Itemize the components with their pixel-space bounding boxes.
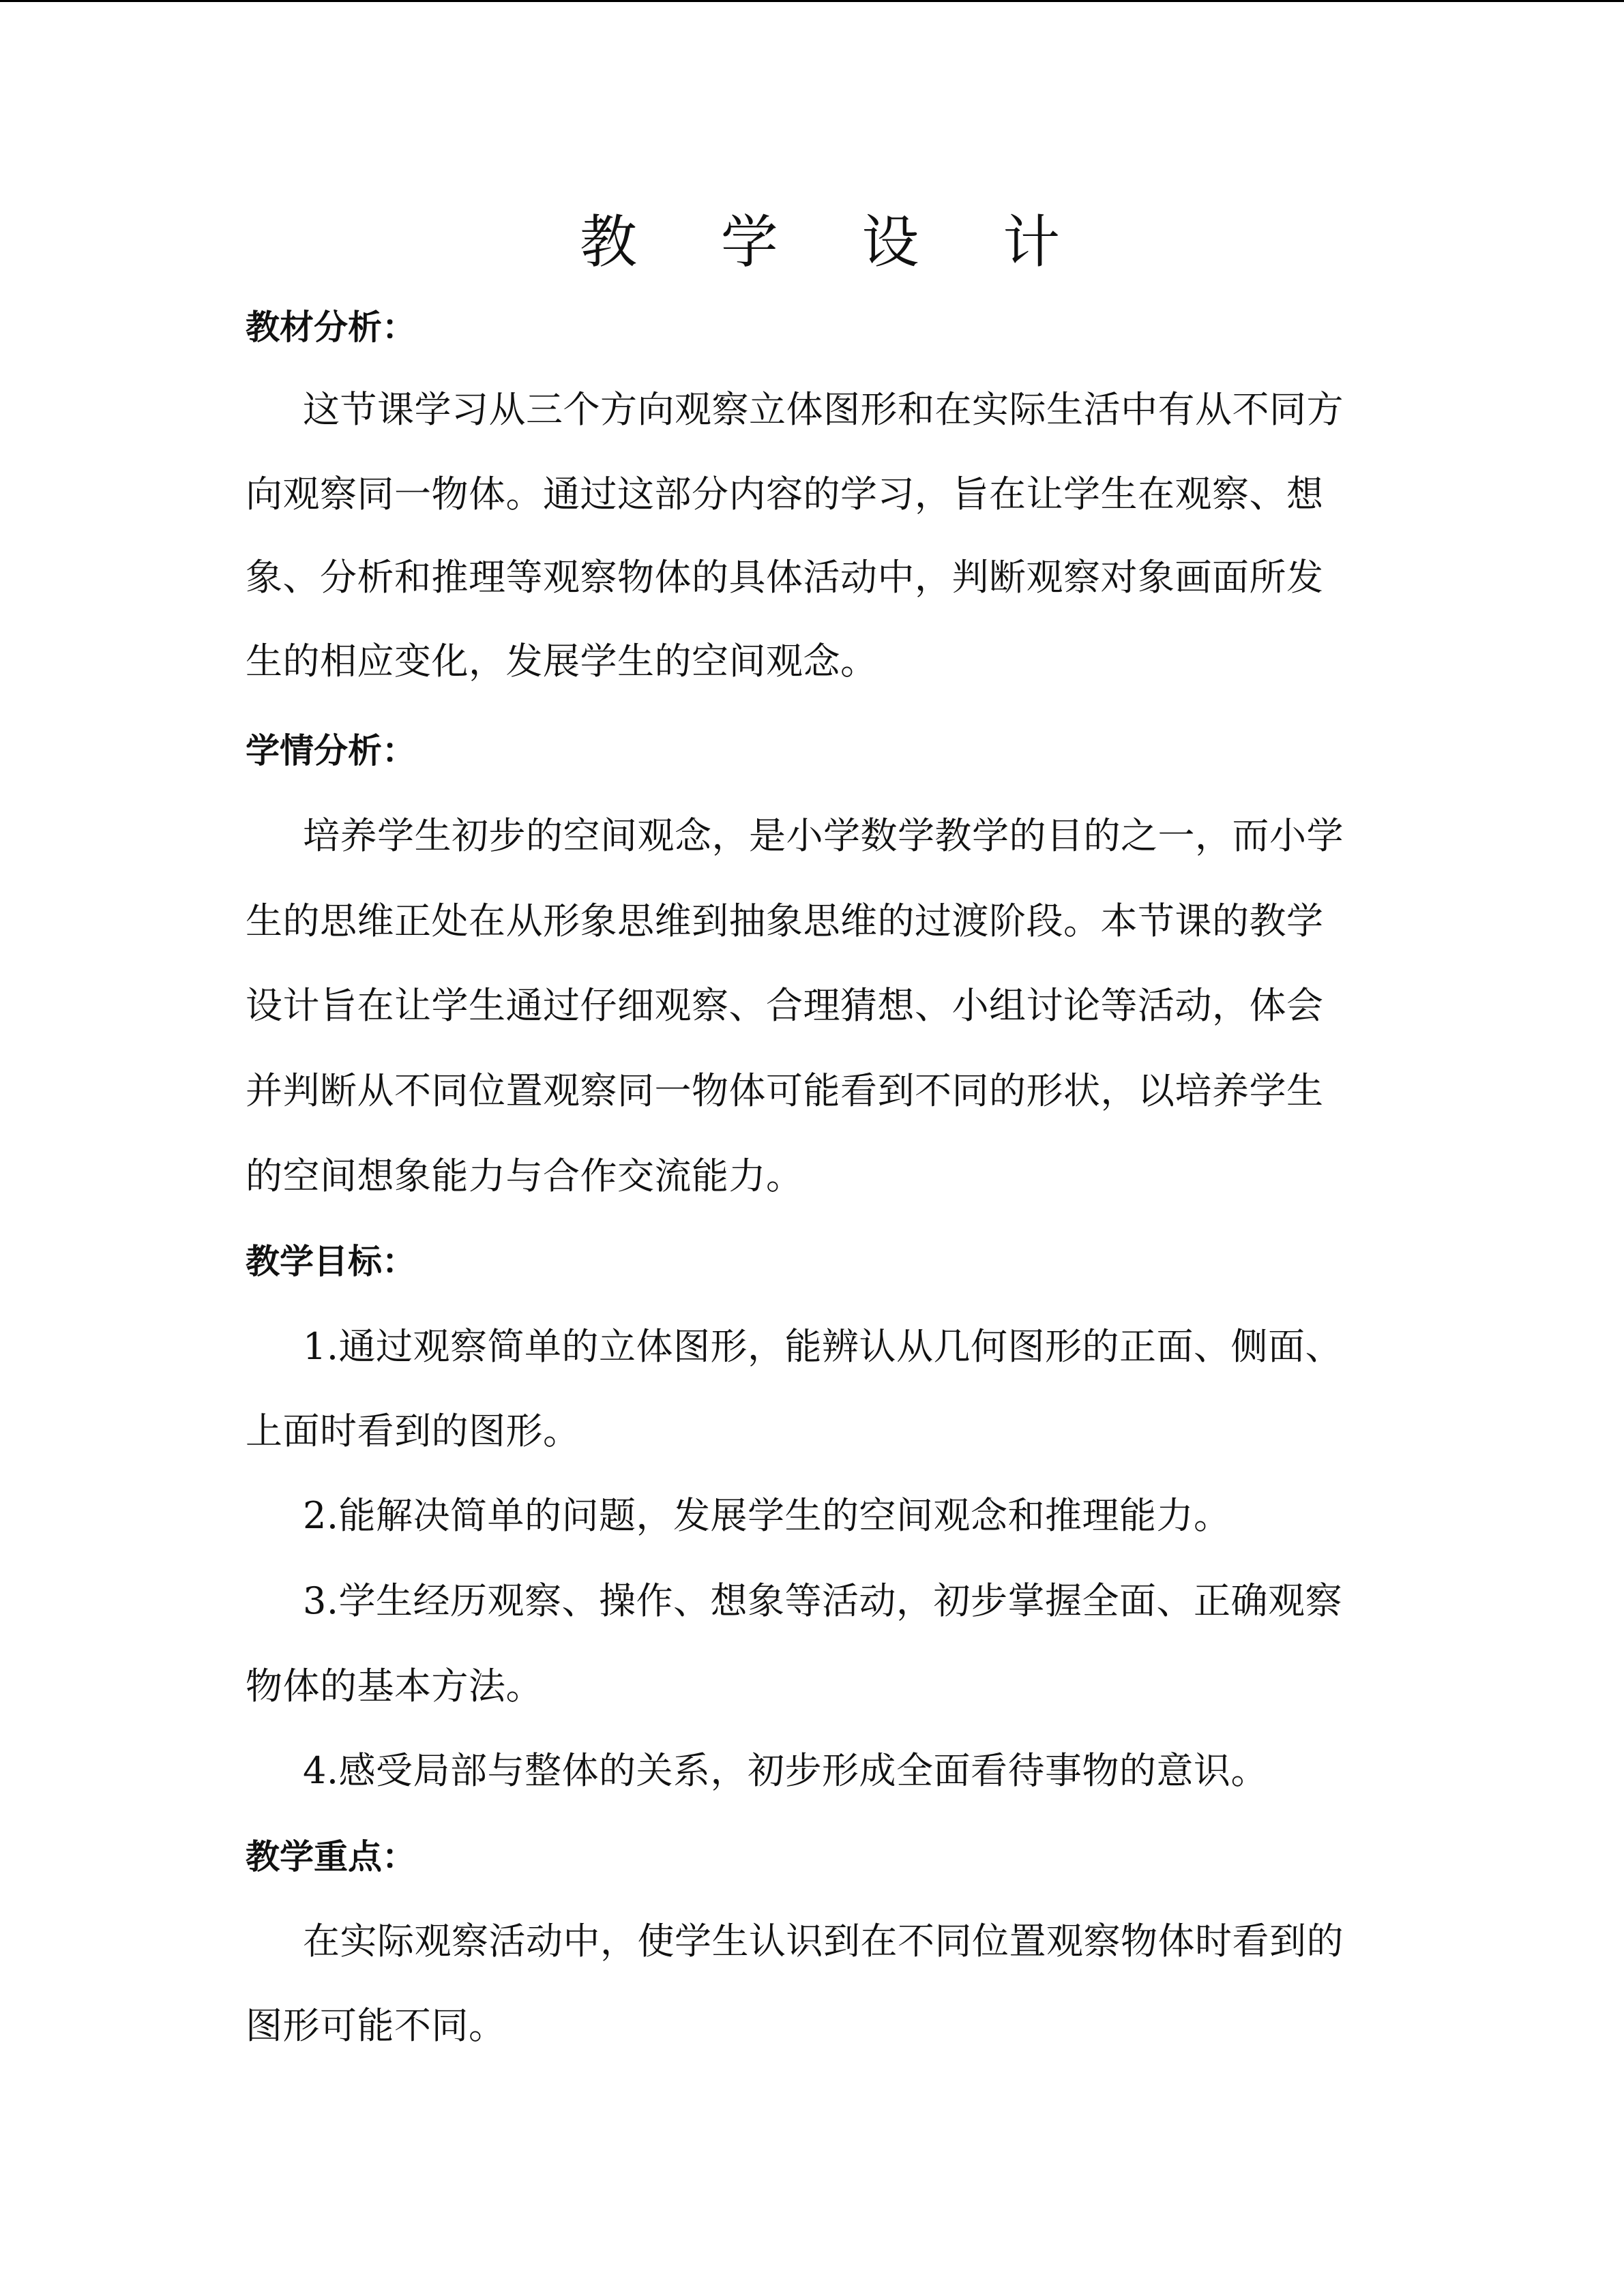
section-heading-teaching-objectives: 教学目标： bbox=[246, 1242, 416, 1281]
teaching-objective-4: 4.感受局部与整体的关系，初步形成全面看待事物的意识。 bbox=[303, 1749, 1269, 1792]
section-heading-student-analysis: 学情分析： bbox=[246, 731, 416, 771]
teaching-focus-line-1: 在实际观察活动中，使学生认识到在不同位置观察物体时看到的 bbox=[303, 1920, 1344, 1963]
document-title: 教 学 设 计 bbox=[580, 209, 1093, 275]
section-heading-teaching-focus: 教学重点： bbox=[246, 1837, 416, 1877]
textbook-analysis-line-3: 象、分析和推理等观察物体的具体活动中，判断观察对象画面所发 bbox=[246, 556, 1324, 599]
teaching-objective-2: 2.能解决简单的问题，发展学生的空间观念和推理能力。 bbox=[303, 1494, 1231, 1537]
student-analysis-line-4: 并判断从不同位置观察同一物体可能看到不同的形状，以培养学生 bbox=[246, 1069, 1324, 1112]
teaching-objective-1-line-1: 1.通过观察简单的立体图形，能辨认从几何图形的正面、侧面、 bbox=[303, 1325, 1343, 1368]
student-analysis-line-5: 的空间想象能力与合作交流能力。 bbox=[246, 1154, 803, 1197]
teaching-objective-3-line-1: 3.学生经历观察、操作、想象等活动，初步掌握全面、正确观察 bbox=[303, 1579, 1343, 1622]
teaching-focus-line-2: 图形可能不同。 bbox=[246, 2004, 506, 2047]
student-analysis-line-2: 生的思维正处在从形象思维到抽象思维的过渡阶段。本节课的教学 bbox=[246, 899, 1324, 942]
student-analysis-line-3: 设计旨在让学生通过仔细观察、合理猜想、小组讨论等活动，体会 bbox=[246, 984, 1324, 1027]
section-heading-textbook-analysis: 教材分析： bbox=[246, 308, 416, 347]
teaching-objective-3-line-2: 物体的基本方法。 bbox=[246, 1665, 543, 1708]
page-top-border bbox=[0, 0, 1624, 2]
textbook-analysis-line-2: 向观察同一物体。通过这部分内容的学习，旨在让学生在观察、想 bbox=[246, 473, 1324, 516]
textbook-analysis-line-1: 这节课学习从三个方向观察立体图形和在实际生活中有从不同方 bbox=[303, 388, 1344, 431]
teaching-objective-1-line-2: 上面时看到的图形。 bbox=[246, 1410, 580, 1452]
student-analysis-line-1: 培养学生初步的空间观念，是小学数学教学的目的之一，而小学 bbox=[303, 814, 1344, 857]
textbook-analysis-line-4: 生的相应变化，发展学生的空间观念。 bbox=[246, 640, 878, 683]
